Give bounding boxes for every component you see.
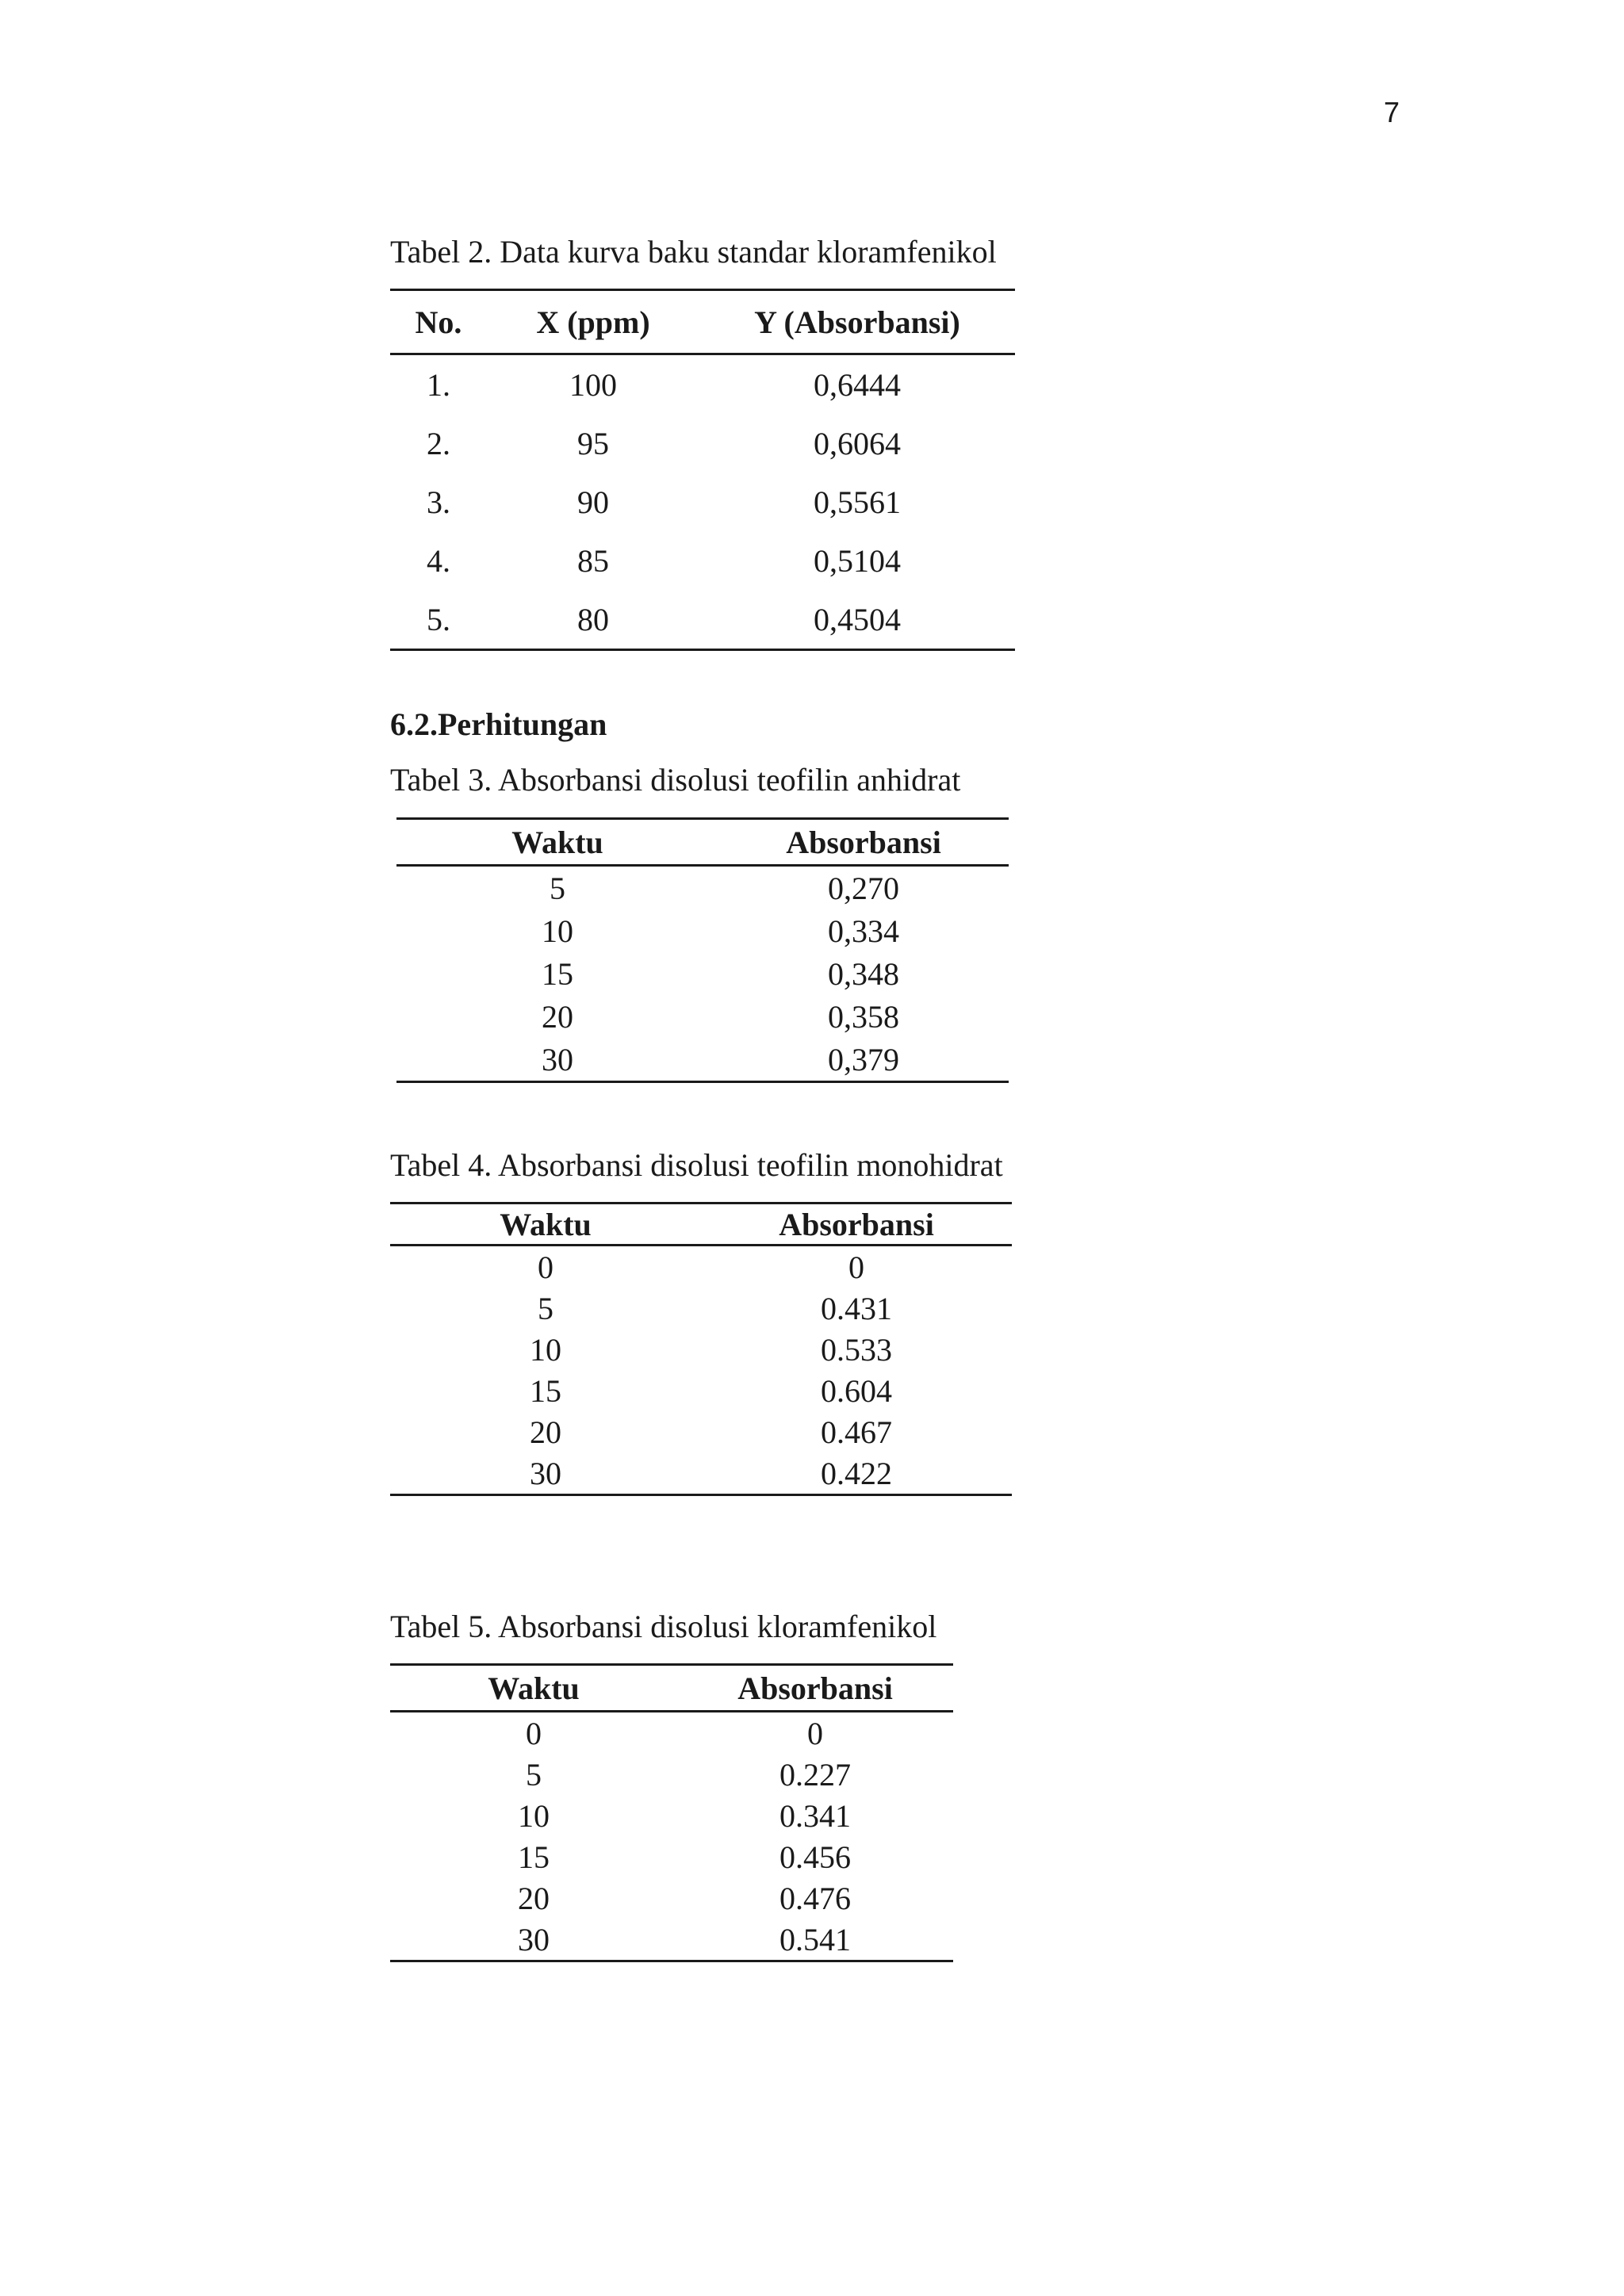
table-cell: 0.476 [779, 1880, 851, 1916]
column-header-no: No. [390, 290, 487, 354]
table-row [390, 1754, 953, 1795]
table-cell: 30 [396, 1038, 718, 1082]
table-cell: 0.227 [779, 1756, 851, 1793]
table-cell: 0,6064 [814, 425, 901, 461]
table-cell: 100 [569, 366, 617, 403]
table-cell: 0 [807, 1715, 823, 1751]
table-header-row [396, 819, 1009, 866]
table-row [390, 1836, 953, 1877]
table-cell: 0.541 [677, 1919, 953, 1961]
table-cell: 10 [518, 1797, 550, 1834]
table-row [390, 1877, 953, 1919]
table-cell: 15 [542, 955, 573, 992]
table-row [390, 414, 1015, 473]
table-cell: 0.533 [821, 1331, 892, 1368]
table-row [390, 1329, 1012, 1370]
table-cell: 0.604 [821, 1372, 892, 1409]
table-cell: 0,4504 [699, 590, 1015, 650]
table-row [390, 1919, 953, 1961]
table-header-row [390, 1665, 953, 1712]
table-cell: 30 [390, 1452, 701, 1495]
table-cell: 80 [487, 590, 699, 650]
table-row [396, 909, 1009, 952]
table-cell: 20 [542, 998, 573, 1035]
table-row [396, 1038, 1009, 1082]
table-cell: 0 [526, 1715, 542, 1751]
table2-standard-curve [390, 289, 1015, 651]
table-cell: 20 [518, 1880, 550, 1916]
table-row [390, 473, 1015, 531]
table-cell: 15 [518, 1839, 550, 1875]
table-cell: 20 [530, 1414, 561, 1450]
table-cell: 0.431 [821, 1290, 892, 1326]
column-header-waktu: Waktu [390, 1203, 701, 1246]
table-cell: 0.341 [779, 1797, 851, 1834]
table-row [396, 952, 1009, 995]
table-cell: 0,270 [828, 870, 899, 906]
table-cell: 1. [427, 366, 450, 403]
table-cell: 0,5104 [814, 542, 901, 579]
table-cell: 0.467 [821, 1414, 892, 1450]
column-header-absorbansi: Absorbansi [701, 1203, 1012, 1246]
table-cell: 30 [390, 1919, 677, 1961]
column-header-waktu: Waktu [396, 819, 718, 866]
table-cell: 5 [550, 870, 565, 906]
table-cell: 10 [542, 913, 573, 949]
table4-caption: Tabel 4. Absorbansi disolusi teofilin monohidrat [390, 1147, 1003, 1183]
column-header-x: X (ppm) [487, 290, 699, 354]
table-cell: 0.422 [701, 1452, 1012, 1495]
table-cell: 95 [577, 425, 609, 461]
table-cell: 15 [530, 1372, 561, 1409]
table-row [390, 1370, 1012, 1411]
column-header-absorbansi: Absorbansi [677, 1665, 953, 1712]
column-header-absorbansi: Absorbansi [718, 819, 1009, 866]
table-cell: 4. [427, 542, 450, 579]
table-cell: 0,358 [828, 998, 899, 1035]
table-cell: 0,348 [828, 955, 899, 992]
table-row [390, 1712, 953, 1755]
table3-caption: Tabel 3. Absorbansi disolusi teofilin anhidrat [390, 762, 961, 798]
table-header-row [390, 290, 1015, 354]
table-cell: 90 [577, 484, 609, 520]
table-row [390, 1288, 1012, 1329]
table-row [390, 1411, 1012, 1452]
page-number: 7 [1384, 96, 1400, 128]
table-cell: 5. [390, 590, 487, 650]
table-row [396, 866, 1009, 910]
table-cell: 0 [538, 1249, 553, 1285]
table-cell: 0,379 [718, 1038, 1009, 1082]
table-cell: 3. [427, 484, 450, 520]
table-cell: 2. [427, 425, 450, 461]
table5-caption: Tabel 5. Absorbansi disolusi kloramfenikol [390, 1609, 937, 1644]
table-row [390, 1795, 953, 1836]
table-cell: 0,6444 [814, 366, 901, 403]
table3-theophylline-anhydrous [396, 817, 1009, 1083]
table5-chloramphenicol [390, 1663, 953, 1962]
table-row [390, 590, 1015, 650]
table-cell: 0,5561 [814, 484, 901, 520]
column-header-y: Y (Absorbansi) [699, 290, 1015, 354]
table-cell: 85 [577, 542, 609, 579]
table-cell: 0.456 [779, 1839, 851, 1875]
table-row [390, 354, 1015, 415]
table-row [390, 1452, 1012, 1495]
table-row [390, 531, 1015, 590]
table-row [396, 995, 1009, 1038]
column-header-waktu: Waktu [390, 1665, 677, 1712]
table-cell: 5 [526, 1756, 542, 1793]
table-cell: 5 [538, 1290, 553, 1326]
table-cell: 0 [848, 1249, 864, 1285]
table-row [390, 1246, 1012, 1288]
section-heading: 6.2.Perhitungan [390, 706, 607, 742]
table2-caption: Tabel 2. Data kurva baku standar kloramfenikol [390, 234, 997, 270]
table4-theophylline-monohydrate [390, 1202, 1012, 1496]
table-cell: 10 [530, 1331, 561, 1368]
table-cell: 0,334 [828, 913, 899, 949]
table-header-row [390, 1203, 1012, 1246]
